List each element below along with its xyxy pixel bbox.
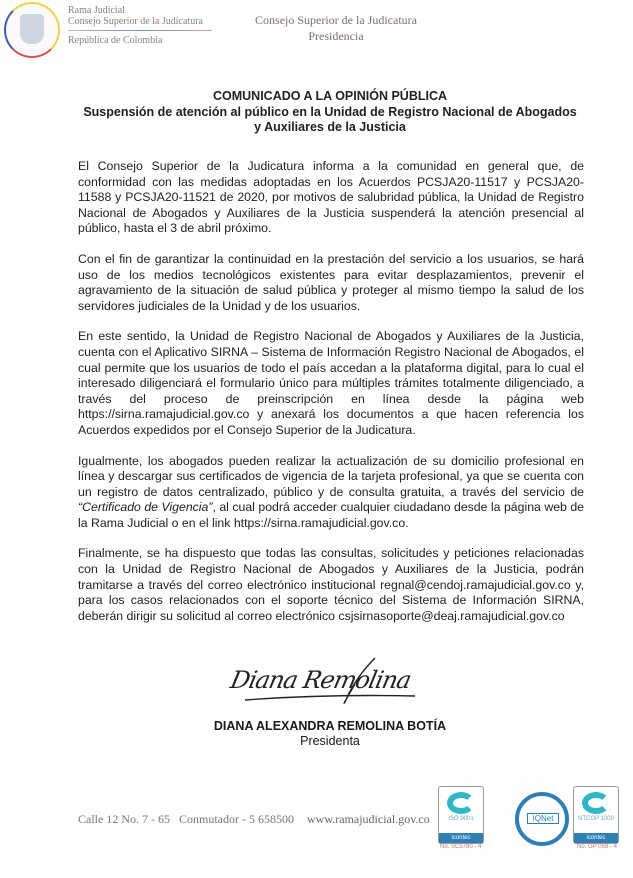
- title-line1: COMUNICADO A LA OPINIÓN PÚBLICA: [212, 89, 448, 103]
- cert1-label: ISO 9001: [448, 816, 474, 822]
- signer-name: DIANA ALEXANDRA REMOLINA BOTÍA: [213, 719, 447, 733]
- iso-9001-certification-logo: [438, 786, 484, 844]
- cert1-number: No. SC5780 - 4: [440, 844, 482, 850]
- cert2-number: No. GP 059 - 4: [577, 844, 617, 850]
- footer-website-link[interactable]: www.ramajudicial.gov.co: [307, 812, 430, 826]
- signer-role: Presidenta: [300, 734, 360, 748]
- iqnet-label: IQNet: [527, 813, 559, 824]
- footer: [78, 812, 430, 827]
- email-link-soporte[interactable]: csjsirnasoporte@deaj.ramajudicial.gov.co: [338, 608, 565, 623]
- ntcgp-1000-certification-logo: [573, 786, 619, 844]
- colombia-coat-of-arms-logo: [4, 2, 60, 58]
- footer-phone: Conmutador - 5 658500: [179, 812, 294, 826]
- cert2-label: NTCGP 1000: [578, 816, 614, 822]
- p5-text-mid: y, para los casos relacionados con el soporte técnico del Sistema de Información SIRNA, deberán dirigir su solicitud al correo electrónico: [78, 577, 584, 623]
- document-title: [60, 89, 600, 136]
- title-line3: y Auxiliares de la Justicia: [254, 120, 406, 134]
- cert1-brand: icontec: [439, 833, 483, 843]
- document-body: [78, 159, 584, 639]
- iqnet-certification-logo: [515, 792, 569, 846]
- p4-text-end: , al cual podrá acceder cualquier ciudadano desde la página web de la Rama Judicial o en el link https://sirna.ramajudicial.gov.co.: [78, 500, 584, 530]
- entity-line3: República de Colombia: [68, 35, 163, 46]
- footer-address: Calle 12 No. 7 - 65: [78, 812, 170, 826]
- header-divider: [68, 30, 212, 31]
- handwritten-signature: [225, 650, 425, 710]
- paragraph-4: [78, 454, 584, 532]
- p5-text: Finalmente, se ha dispuesto que todas las consultas, solicitudes y peticiones relacionadas con la Unidad de Registro Nacional de Abogados y Auxiliares de la Justicia, podrán tramitarse a través del correo electrónico institucional: [78, 546, 584, 592]
- header-center: [236, 12, 436, 44]
- center-line2: Presidencia: [308, 29, 364, 43]
- paragraph-5: [78, 546, 584, 624]
- paragraph-3: En este sentido, la Unidad de Registro Nacional de Abogados y Auxiliares de la Justicia, cuenta con el Aplicativo SIRNA – Sistema de Información Registro Nacional de Abogados, el cual permite que los usuarios de todo el país accedan a la plataforma digital, para lo cual el interesado diligenciará el formulario único para múltiples trámites totalmente diligenciado, a través del proceso de preinscripción en línea desde la página web https://sirna.ramajudicial.gov.co y anexará los documentos a que hacen referencia los Acuerdos expedidos por el Consejo Superior de la Judicatura.: [78, 329, 584, 437]
- signer-block: [160, 719, 500, 749]
- title-line2: Suspensión de atención al público en la Unidad de Registro Nacional de Abogados: [83, 104, 577, 119]
- header-entity: [68, 5, 212, 46]
- paragraph-1: El Consejo Superior de la Judicatura informa a la comunidad en general que, de conformidad con las medidas adoptadas en los Acuerdos PCSJA20-11517 y PCSJA20-11588 y PCSJA20-11521 de 2020, por motivos de salubridad pública, la Unidad de Registro Nacional de Abogados y Auxiliares de la Justicia suspenderá la atención presencial al público, hasta el 3 de abril próximo.: [78, 159, 584, 236]
- email-link-regnal[interactable]: regnal@cendoj.ramajudicial.gov.co: [380, 577, 571, 592]
- entity-line1: Rama Judicial: [68, 5, 125, 16]
- p4-text: Igualmente, los abogados pueden realizar la actualización de su domicilio profesional en línea y descargar sus certificados de vigencia de la tarjeta profesional, ya que se cuenta con un registro de datos centralizado, público y de consulta gratuita, a través del servicio de: [78, 453, 584, 499]
- entity-line2: Consejo Superior de la Judicatura: [68, 16, 203, 27]
- center-line1: Consejo Superior de la Judicatura: [255, 13, 417, 27]
- paragraph-2: Con el fin de garantizar la continuidad en la prestación del servicio a los usuarios, se hará uso de los medios tecnológicos existentes para evitar desplazamientos, prevenir el agravamiento de la situación de salud pública y proteger al mismo tiempo la salud de los servidores judiciales de la Unidad y de los usuarios.: [78, 251, 584, 313]
- signature-script: Diana Remolina: [228, 666, 414, 694]
- cert2-brand: icontec: [574, 833, 618, 843]
- p4-emphasis: “Certificado de Vigencia”: [78, 500, 213, 515]
